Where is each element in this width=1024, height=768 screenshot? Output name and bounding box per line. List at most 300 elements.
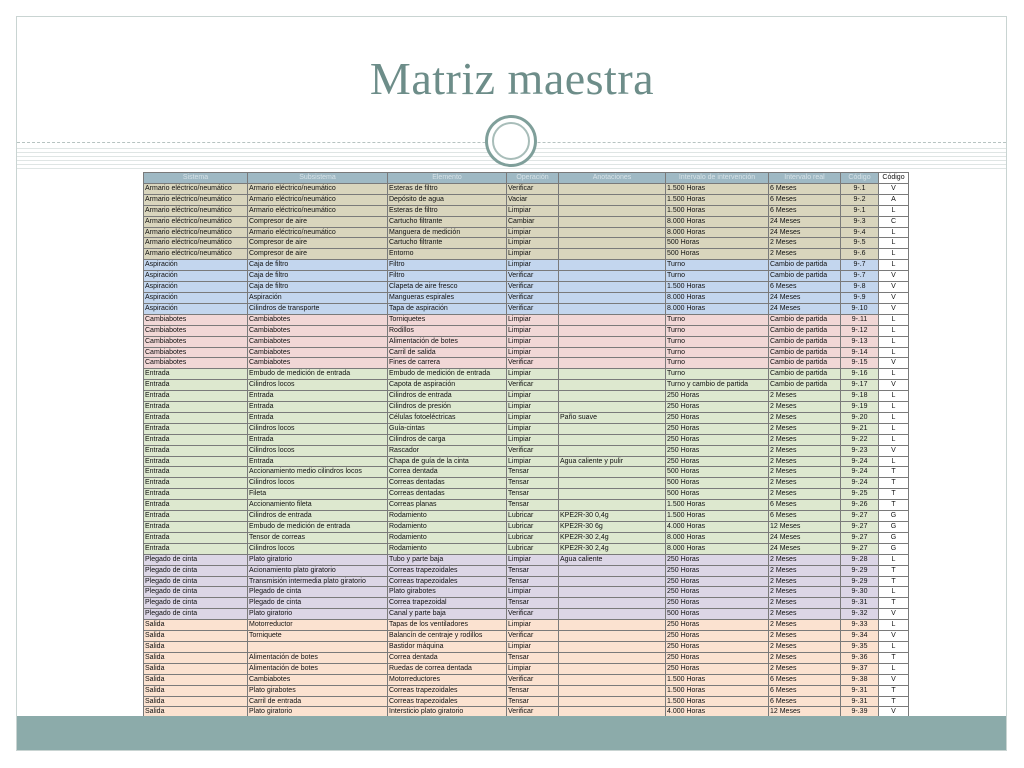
cell-intervalo-intervencion: Turno y cambio de partida: [666, 380, 769, 391]
cell-intervalo-real: 2 Meses: [769, 249, 841, 260]
cell-codigo-letra: T: [879, 696, 909, 707]
cell-intervalo-intervencion: 8.000 Horas: [666, 292, 769, 303]
cell-codigo-letra: T: [879, 576, 909, 587]
cell-codigo: 9-.4: [841, 227, 879, 238]
cell-anotaciones: [559, 369, 666, 380]
cell-codigo: 9-.24: [841, 467, 879, 478]
cell-sistema: Cambiabotes: [144, 358, 248, 369]
table-row: [144, 543, 909, 554]
cell-elemento: Plato girabotes: [388, 587, 507, 598]
cell-codigo: 9-.21: [841, 423, 879, 434]
table-row: [144, 609, 909, 620]
table-row: [144, 260, 909, 271]
cell-intervalo-intervencion: Turno: [666, 260, 769, 271]
cell-operacion: Limpiar: [507, 369, 559, 380]
table-row: [144, 565, 909, 576]
cell-sistema: Entrada: [144, 532, 248, 543]
cell-codigo-letra: L: [879, 369, 909, 380]
cell-anotaciones: [559, 631, 666, 642]
cell-intervalo-real: 2 Meses: [769, 489, 841, 500]
cell-subsistema: Cambiabotes: [248, 325, 388, 336]
cell-sistema: Entrada: [144, 478, 248, 489]
cell-subsistema: Cambiabotes: [248, 358, 388, 369]
cell-intervalo-intervencion: 500 Horas: [666, 467, 769, 478]
cell-subsistema: Plegado de cinta: [248, 598, 388, 609]
cell-subsistema: Entrada: [248, 456, 388, 467]
cell-elemento: Carril de salida: [388, 347, 507, 358]
cell-intervalo-intervencion: 8.000 Horas: [666, 532, 769, 543]
col-header-intervalo-real: Intervalo real: [769, 173, 841, 184]
cell-sistema: Aspiración: [144, 271, 248, 282]
cell-operacion: Limpiar: [507, 434, 559, 445]
cell-codigo: 9-.39: [841, 707, 879, 718]
cell-elemento: Motorreductores: [388, 674, 507, 685]
table-row: [144, 696, 909, 707]
cell-intervalo-real: 2 Meses: [769, 467, 841, 478]
table-row: [144, 380, 909, 391]
cell-operacion: Limpiar: [507, 663, 559, 674]
cell-intervalo-intervencion: 250 Horas: [666, 652, 769, 663]
cell-codigo: 9-.30: [841, 587, 879, 598]
table-row: [144, 194, 909, 205]
cell-subsistema: Motorreductor: [248, 620, 388, 631]
table-row: [144, 412, 909, 423]
cell-elemento: Rodamiento: [388, 511, 507, 522]
cell-sistema: Aspiración: [144, 303, 248, 314]
cell-codigo-letra: L: [879, 238, 909, 249]
cell-elemento: Torniquetes: [388, 314, 507, 325]
cell-codigo-letra: L: [879, 620, 909, 631]
cell-elemento: Fines de carrera: [388, 358, 507, 369]
table-row: [144, 598, 909, 609]
cell-elemento: Cilindros de carga: [388, 434, 507, 445]
cell-sistema: Entrada: [144, 391, 248, 402]
cell-elemento: Rodillos: [388, 325, 507, 336]
cell-codigo-letra: A: [879, 194, 909, 205]
cell-codigo-letra: L: [879, 663, 909, 674]
cell-elemento: Entorno: [388, 249, 507, 260]
cell-intervalo-real: 24 Meses: [769, 532, 841, 543]
cell-anotaciones: KPE2R-30 6g: [559, 522, 666, 533]
table-body: [144, 183, 909, 717]
cell-elemento: Correa dentada: [388, 467, 507, 478]
table-row: [144, 183, 909, 194]
cell-intervalo-real: 6 Meses: [769, 282, 841, 293]
cell-intervalo-intervencion: 250 Horas: [666, 663, 769, 674]
cell-codigo-letra: L: [879, 260, 909, 271]
table-row: [144, 641, 909, 652]
cell-codigo: 9-.16: [841, 369, 879, 380]
cell-codigo: 9-.38: [841, 674, 879, 685]
cell-codigo: 9-.14: [841, 347, 879, 358]
cell-anotaciones: KPE2R-30 2,4g: [559, 543, 666, 554]
cell-sistema: Entrada: [144, 434, 248, 445]
cell-operacion: Limpiar: [507, 260, 559, 271]
cell-intervalo-intervencion: 1.500 Horas: [666, 500, 769, 511]
cell-elemento: Correa trapezoidal: [388, 598, 507, 609]
cell-operacion: Lubricar: [507, 532, 559, 543]
cell-codigo: 9-.9: [841, 292, 879, 303]
cell-anotaciones: [559, 358, 666, 369]
cell-codigo-letra: T: [879, 500, 909, 511]
cell-intervalo-intervencion: 250 Horas: [666, 423, 769, 434]
cell-anotaciones: [559, 380, 666, 391]
cell-codigo-letra: G: [879, 543, 909, 554]
cell-sistema: Salida: [144, 674, 248, 685]
table-row: [144, 674, 909, 685]
cell-subsistema: Armario eléctrico/neumático: [248, 194, 388, 205]
cell-sistema: Entrada: [144, 489, 248, 500]
cell-sistema: Salida: [144, 685, 248, 696]
cell-anotaciones: [559, 183, 666, 194]
cell-anotaciones: [559, 238, 666, 249]
cell-subsistema: Tensor de correas: [248, 532, 388, 543]
cell-sistema: Entrada: [144, 369, 248, 380]
table-row: [144, 282, 909, 293]
cell-operacion: Tensar: [507, 500, 559, 511]
cell-operacion: Tensar: [507, 598, 559, 609]
cell-intervalo-real: Cambio de partida: [769, 260, 841, 271]
cell-intervalo-intervencion: 250 Horas: [666, 598, 769, 609]
cell-intervalo-real: 2 Meses: [769, 434, 841, 445]
cell-intervalo-intervencion: 1.500 Horas: [666, 685, 769, 696]
cell-sistema: Plegado de cinta: [144, 598, 248, 609]
cell-elemento: Correas trapezoidales: [388, 565, 507, 576]
cell-subsistema: Carril de entrada: [248, 696, 388, 707]
cell-intervalo-intervencion: Turno: [666, 369, 769, 380]
cell-anotaciones: [559, 282, 666, 293]
cell-anotaciones: [559, 652, 666, 663]
table-row: [144, 358, 909, 369]
table-row: [144, 467, 909, 478]
cell-intervalo-intervencion: 250 Horas: [666, 587, 769, 598]
cell-codigo-letra: V: [879, 674, 909, 685]
table-row: [144, 347, 909, 358]
cell-operacion: Limpiar: [507, 587, 559, 598]
cell-operacion: Limpiar: [507, 347, 559, 358]
cell-elemento: Correas dentadas: [388, 478, 507, 489]
cell-sistema: Entrada: [144, 412, 248, 423]
cell-intervalo-intervencion: 1.500 Horas: [666, 674, 769, 685]
cell-sistema: Salida: [144, 620, 248, 631]
cell-anotaciones: [559, 434, 666, 445]
cell-sistema: Entrada: [144, 543, 248, 554]
cell-codigo: 9-.37: [841, 663, 879, 674]
cell-elemento: Esteras de filtro: [388, 183, 507, 194]
cell-operacion: Limpiar: [507, 620, 559, 631]
table-row: [144, 511, 909, 522]
cell-intervalo-intervencion: Turno: [666, 336, 769, 347]
cell-anotaciones: [559, 641, 666, 652]
cell-intervalo-real: 2 Meses: [769, 609, 841, 620]
cell-sistema: Plegado de cinta: [144, 565, 248, 576]
cell-elemento: Capota de aspiración: [388, 380, 507, 391]
cell-intervalo-real: 2 Meses: [769, 554, 841, 565]
col-header-anotaciones: Anotaciones: [559, 173, 666, 184]
cell-sistema: Entrada: [144, 467, 248, 478]
cell-operacion: Limpiar: [507, 249, 559, 260]
cell-intervalo-real: Cambio de partida: [769, 369, 841, 380]
cell-subsistema: Plato girabotes: [248, 685, 388, 696]
cell-subsistema: Armario eléctrico/neumático: [248, 205, 388, 216]
cell-elemento: Embudo de medición de entrada: [388, 369, 507, 380]
cell-elemento: Rodamiento: [388, 543, 507, 554]
cell-intervalo-intervencion: Turno: [666, 325, 769, 336]
cell-elemento: Manguera de medición: [388, 227, 507, 238]
table-row: [144, 402, 909, 413]
cell-codigo: 9-.33: [841, 620, 879, 631]
cell-elemento: Rodamiento: [388, 522, 507, 533]
cell-subsistema: Cilindros locos: [248, 543, 388, 554]
cell-subsistema: Compresor de aire: [248, 216, 388, 227]
cell-codigo: 9-.1: [841, 183, 879, 194]
col-header-elemento: Elemento: [388, 173, 507, 184]
cell-operacion: Limpiar: [507, 402, 559, 413]
col-header-sistema: Sistema: [144, 173, 248, 184]
footer-bar: [17, 716, 1006, 750]
cell-subsistema: Armario eléctrico/neumático: [248, 227, 388, 238]
cell-sistema: Salida: [144, 652, 248, 663]
cell-intervalo-real: Cambio de partida: [769, 347, 841, 358]
cell-codigo-letra: V: [879, 380, 909, 391]
cell-elemento: Correas trapezoidales: [388, 576, 507, 587]
cell-codigo-letra: L: [879, 402, 909, 413]
cell-anotaciones: [559, 445, 666, 456]
cell-subsistema: Cambiabotes: [248, 347, 388, 358]
cell-anotaciones: [559, 391, 666, 402]
cell-sistema: Armario eléctrico/neumático: [144, 194, 248, 205]
cell-sistema: Cambiabotes: [144, 314, 248, 325]
cell-intervalo-intervencion: 1.500 Horas: [666, 183, 769, 194]
table-row: [144, 271, 909, 282]
cell-codigo: 9-.27: [841, 522, 879, 533]
cell-operacion: Limpiar: [507, 325, 559, 336]
cell-subsistema: Caja de filtro: [248, 260, 388, 271]
cell-intervalo-intervencion: 500 Horas: [666, 478, 769, 489]
cell-codigo-letra: V: [879, 631, 909, 642]
cell-sistema: Aspiración: [144, 282, 248, 293]
cell-subsistema: Compresor de aire: [248, 249, 388, 260]
cell-codigo: 9-.6: [841, 249, 879, 260]
cell-intervalo-real: 2 Meses: [769, 663, 841, 674]
cell-intervalo-intervencion: 500 Horas: [666, 238, 769, 249]
cell-intervalo-real: 2 Meses: [769, 565, 841, 576]
cell-subsistema: Embudo de medición de entrada: [248, 522, 388, 533]
cell-sistema: Aspiración: [144, 292, 248, 303]
cell-intervalo-intervencion: 250 Horas: [666, 620, 769, 631]
cell-anotaciones: [559, 685, 666, 696]
cell-codigo-letra: L: [879, 314, 909, 325]
cell-sistema: Armario eléctrico/neumático: [144, 183, 248, 194]
cell-intervalo-intervencion: 500 Horas: [666, 249, 769, 260]
cell-codigo-letra: G: [879, 532, 909, 543]
cell-intervalo-intervencion: 250 Horas: [666, 554, 769, 565]
cell-anotaciones: [559, 271, 666, 282]
cell-intervalo-intervencion: 1.500 Horas: [666, 511, 769, 522]
cell-sistema: Plegado de cinta: [144, 587, 248, 598]
cell-operacion: Verificar: [507, 380, 559, 391]
cell-intervalo-intervencion: 8.000 Horas: [666, 216, 769, 227]
cell-subsistema: Cilindros de transporte: [248, 303, 388, 314]
cell-codigo-letra: L: [879, 227, 909, 238]
cell-operacion: Tensar: [507, 489, 559, 500]
cell-anotaciones: [559, 598, 666, 609]
cell-anotaciones: [559, 402, 666, 413]
cell-anotaciones: [559, 314, 666, 325]
cell-intervalo-real: 6 Meses: [769, 674, 841, 685]
cell-codigo: 9-.2: [841, 194, 879, 205]
cell-anotaciones: [559, 292, 666, 303]
table-row: [144, 532, 909, 543]
cell-subsistema: Plato giratorio: [248, 707, 388, 718]
table-row: [144, 423, 909, 434]
cell-intervalo-real: 2 Meses: [769, 456, 841, 467]
cell-codigo: 9-.35: [841, 641, 879, 652]
cell-codigo: 9-.3: [841, 216, 879, 227]
table-row: [144, 434, 909, 445]
cell-subsistema: Entrada: [248, 391, 388, 402]
cell-intervalo-real: 2 Meses: [769, 402, 841, 413]
cell-operacion: Verificar: [507, 631, 559, 642]
cell-elemento: Chapa de guía de la cinta: [388, 456, 507, 467]
cell-operacion: Limpiar: [507, 456, 559, 467]
cell-elemento: Cartucho filtrante: [388, 216, 507, 227]
cell-subsistema: Caja de filtro: [248, 271, 388, 282]
table-row: [144, 314, 909, 325]
cell-codigo: 9-.27: [841, 532, 879, 543]
cell-anotaciones: [559, 489, 666, 500]
cell-codigo: 9-.13: [841, 336, 879, 347]
cell-operacion: Verificar: [507, 707, 559, 718]
cell-anotaciones: [559, 227, 666, 238]
table-row: [144, 216, 909, 227]
table-row: [144, 325, 909, 336]
table-row: [144, 576, 909, 587]
cell-intervalo-real: 2 Meses: [769, 238, 841, 249]
cell-operacion: Limpiar: [507, 314, 559, 325]
cell-codigo-letra: C: [879, 216, 909, 227]
cell-codigo: 9-.27: [841, 511, 879, 522]
cell-codigo-letra: V: [879, 271, 909, 282]
cell-intervalo-real: 6 Meses: [769, 685, 841, 696]
cell-intervalo-intervencion: 1.500 Horas: [666, 205, 769, 216]
cell-elemento: Correas trapezoidales: [388, 685, 507, 696]
cell-subsistema: Entrada: [248, 412, 388, 423]
cell-intervalo-intervencion: 4.000 Horas: [666, 707, 769, 718]
table-row: [144, 489, 909, 500]
cell-elemento: Canal y parte baja: [388, 609, 507, 620]
cell-anotaciones: [559, 620, 666, 631]
cell-subsistema: [248, 641, 388, 652]
cell-intervalo-real: 12 Meses: [769, 707, 841, 718]
cell-codigo-letra: T: [879, 598, 909, 609]
cell-intervalo-real: 24 Meses: [769, 292, 841, 303]
cell-anotaciones: [559, 674, 666, 685]
cell-operacion: Limpiar: [507, 554, 559, 565]
cell-codigo: 9-.25: [841, 489, 879, 500]
cell-elemento: Filtro: [388, 260, 507, 271]
cell-codigo-letra: L: [879, 347, 909, 358]
cell-intervalo-real: 24 Meses: [769, 227, 841, 238]
col-header-operacion: Operación: [507, 173, 559, 184]
cell-anotaciones: [559, 194, 666, 205]
cell-subsistema: Cambiabotes: [248, 336, 388, 347]
cell-codigo: 9-.15: [841, 358, 879, 369]
cell-intervalo-real: Cambio de partida: [769, 380, 841, 391]
cell-codigo: 9-.32: [841, 609, 879, 620]
cell-sistema: Armario eléctrico/neumático: [144, 227, 248, 238]
table-row: [144, 500, 909, 511]
table-row: [144, 369, 909, 380]
cell-anotaciones: [559, 303, 666, 314]
cell-codigo: 9-.8: [841, 282, 879, 293]
cell-elemento: Rascador: [388, 445, 507, 456]
cell-intervalo-intervencion: Turno: [666, 347, 769, 358]
cell-sistema: Entrada: [144, 380, 248, 391]
table-row: [144, 303, 909, 314]
cell-codigo-letra: L: [879, 249, 909, 260]
table-row: [144, 631, 909, 642]
cell-operacion: Verificar: [507, 674, 559, 685]
cell-intervalo-intervencion: 1.500 Horas: [666, 194, 769, 205]
cell-intervalo-real: 2 Meses: [769, 391, 841, 402]
cell-subsistema: Cilindros locos: [248, 445, 388, 456]
cell-codigo-letra: T: [879, 489, 909, 500]
table-row: [144, 685, 909, 696]
cell-intervalo-intervencion: 8.000 Horas: [666, 303, 769, 314]
cell-codigo-letra: L: [879, 412, 909, 423]
cell-anotaciones: [559, 347, 666, 358]
cell-subsistema: Aspiración: [248, 292, 388, 303]
cell-sistema: Armario eléctrico/neumático: [144, 249, 248, 260]
cell-elemento: Correas trapezoidales: [388, 696, 507, 707]
cell-sistema: Plegado de cinta: [144, 576, 248, 587]
cell-intervalo-intervencion: 250 Horas: [666, 576, 769, 587]
cell-subsistema: Embudo de medición de entrada: [248, 369, 388, 380]
cell-codigo-letra: V: [879, 358, 909, 369]
cell-intervalo-real: 2 Meses: [769, 587, 841, 598]
cell-anotaciones: [559, 587, 666, 598]
cell-intervalo-intervencion: 500 Horas: [666, 489, 769, 500]
cell-operacion: Limpiar: [507, 641, 559, 652]
cell-codigo: 9-.24: [841, 478, 879, 489]
table-row: [144, 227, 909, 238]
cell-operacion: Tensar: [507, 467, 559, 478]
cell-subsistema: Compresor de aire: [248, 238, 388, 249]
cell-codigo: 9-.19: [841, 402, 879, 413]
table-row: [144, 445, 909, 456]
cell-sistema: Salida: [144, 707, 248, 718]
cell-elemento: Filtro: [388, 271, 507, 282]
col-header-codigo-letra: Código: [879, 173, 909, 184]
cell-operacion: Verificar: [507, 303, 559, 314]
cell-elemento: Clapeta de aire fresco: [388, 282, 507, 293]
decorative-circle-icon: [485, 115, 537, 167]
cell-codigo-letra: L: [879, 434, 909, 445]
cell-sistema: Salida: [144, 641, 248, 652]
cell-codigo: 9-.27: [841, 543, 879, 554]
cell-codigo: 9-.36: [841, 652, 879, 663]
cell-elemento: Guía-cintas: [388, 423, 507, 434]
table-header-row: [144, 173, 909, 184]
cell-anotaciones: [559, 696, 666, 707]
cell-operacion: Limpiar: [507, 423, 559, 434]
cell-codigo-letra: L: [879, 325, 909, 336]
cell-operacion: Tensar: [507, 696, 559, 707]
cell-operacion: Verificar: [507, 183, 559, 194]
cell-codigo-letra: L: [879, 336, 909, 347]
cell-intervalo-real: 12 Meses: [769, 522, 841, 533]
